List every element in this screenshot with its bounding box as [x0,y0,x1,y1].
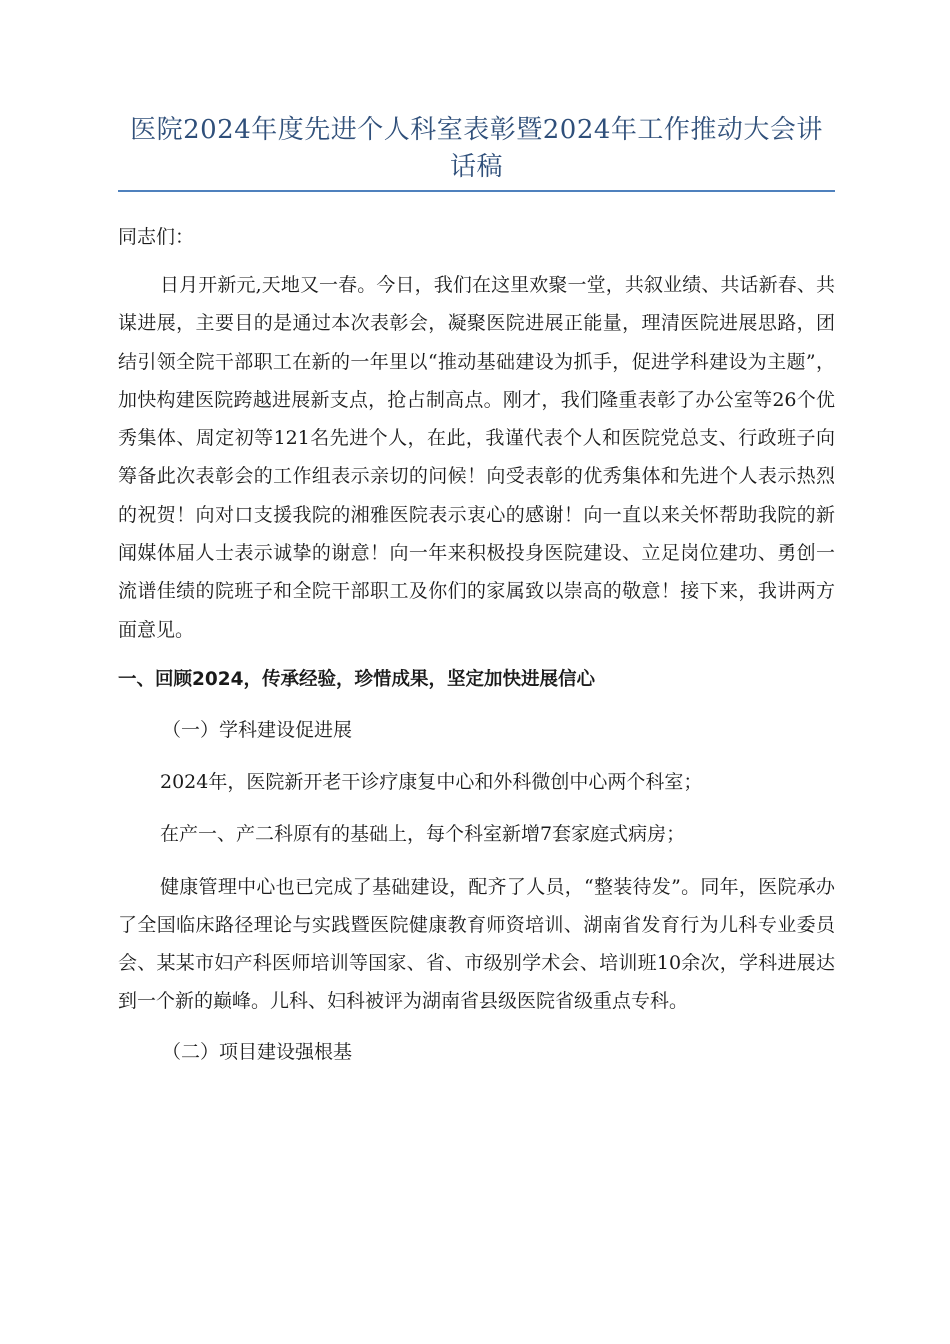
document-title: 医院2024年度先进个人科室表彰暨2024年工作推动大会讲话稿 [130,115,823,182]
subsection-1-paragraph-1: 2024年，医院新开老干诊疗康复中心和外科微创中心两个科室； [160,770,703,793]
subsection-1-heading: （一）学科建设促进展 [162,718,353,741]
section-1-heading: 一、回顾2024，传承经验，珍惜成果，坚定加快进展信心 [118,668,595,690]
salutation: 同志们： [118,226,195,248]
document-page [118,112,835,1085]
title-divider [118,190,835,192]
subsection-2-heading: （二）项目建设强根基 [162,1040,353,1063]
intro-paragraph: 日月开新元,天地又一春。今日，我们在这里欢聚一堂，共叙业绩、共话新春、共谋进展，主要目的是通过本次表彰会，凝聚医院进展正能量，理清医院进展思路，团结引领全院干部职工在新的一年里以“推动基础建设为抓手，促进学科建设为主题”，加快构建医院跨越进展新支点，抢占制高点。刚才，我们隆重表彰了办公室等26个优秀集体、周定初等121名先进个人，在此，我谨代表个人和医院党总支、行政班子向筹备此次表彰会的工作组表示亲切的问候！向受表彰的优秀集体和先进个人表示热烈的祝贺！向对口支援我院的湘雅医院表示衷心的感谢！向一直以来关怀帮助我院的新闻媒体届人士表示诚挚的谢意！向一年来积极投身医院建设、立足岗位建功、勇创一流谱佳绩的院班子和全院干部职工及你们的家属致以崇高的敬意！接下来，我讲两方面意见。 [118,274,835,641]
subsection-1-paragraph-3: 健康管理中心也已完成了基础建设，配齐了人员，“整装待发”。同年，医院承办了全国临床路径理论与实践暨医院健康教育师资培训、湖南省发育行为儿科专业委员会、某某市妇产科医师培训等国家、省、市级别学术会、培训班10余次，学科进展达到一个新的巅峰。儿科、妇科被评为湖南省县级医院省级重点专科。 [118,875,835,1013]
subsection-1-paragraph-2: 在产一、产二科原有的基础上，每个科室新增7套家庭式病房； [160,823,686,846]
